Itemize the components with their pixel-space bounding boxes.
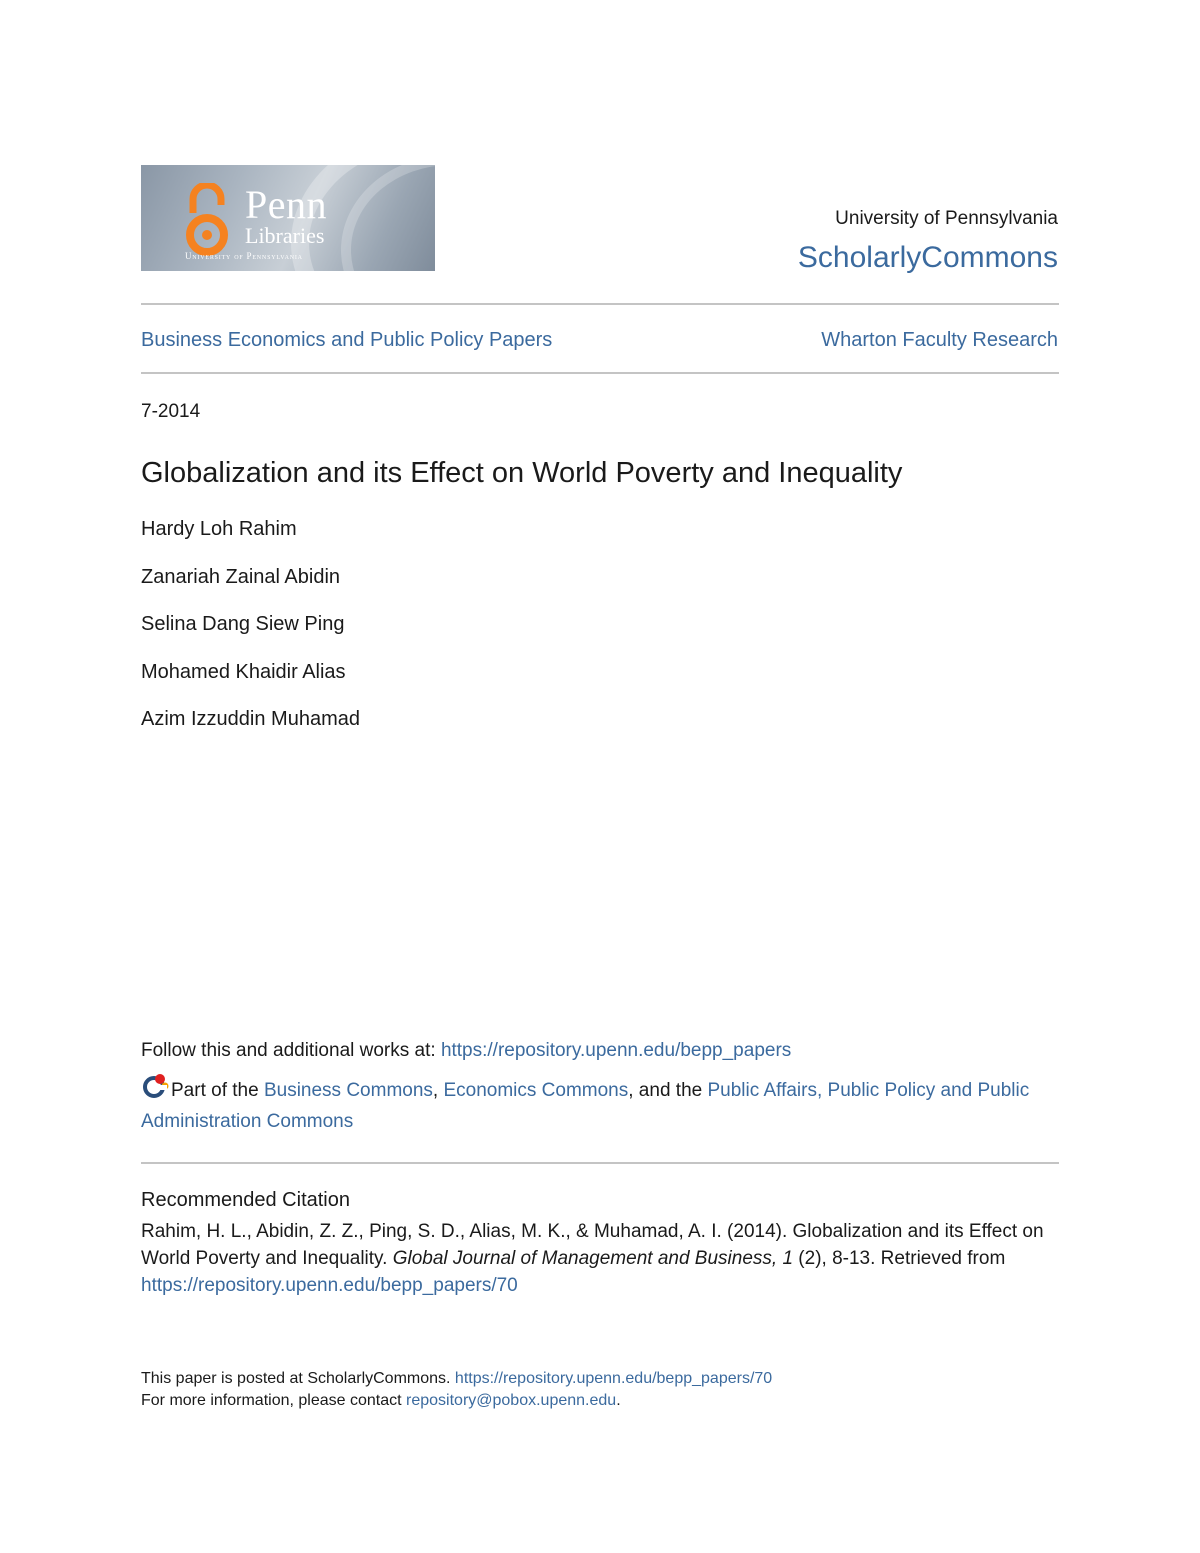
- part-of-separator: ,: [432, 1080, 444, 1101]
- logo-libraries-text: Libraries: [245, 223, 325, 248]
- part-of-prefix: Part of the: [171, 1080, 264, 1101]
- follow-url-link[interactable]: https://repository.upenn.edu/bepp_papers: [440, 1040, 792, 1061]
- follow-line: [141, 1040, 791, 1062]
- business-commons-link[interactable]: Business Commons: [263, 1080, 433, 1101]
- footer-contact-line: [141, 1390, 772, 1412]
- collection-link[interactable]: Wharton Faculty Research: [821, 329, 1058, 351]
- author-item: Selina Dang Siew Ping: [141, 613, 345, 635]
- series-link[interactable]: Business Economics and Public Policy Papers: [141, 329, 553, 351]
- public-affairs-commons-link[interactable]: Public Affairs, Public Policy and Public Administration Commons: [141, 1080, 1030, 1132]
- open-access-icon: [185, 183, 229, 259]
- citation-url-link[interactable]: https://repository.upenn.edu/bepp_papers/70: [141, 1275, 518, 1296]
- author-list: [141, 518, 360, 756]
- economics-commons-link[interactable]: Economics Commons: [443, 1080, 629, 1101]
- citation-heading: Recommended Citation: [141, 1189, 350, 1211]
- citation-authors-title: Rahim, H. L., Abidin, Z. Z., Ping, S. D., Alias, M. K., & Muhamad, A. I. (2014). Globalization and its Effect on World Poverty and Inequality.: [141, 1221, 1044, 1269]
- scholarlycommons-link[interactable]: ScholarlyCommons: [797, 241, 1058, 274]
- footer-contact-suffix: .: [616, 1392, 621, 1409]
- citation-text: [141, 1218, 1059, 1299]
- university-name: University of Pennsylvania: [835, 208, 1058, 229]
- publication-date: 7-2014: [141, 401, 201, 422]
- footer-contact-prefix: For more information, please contact: [141, 1392, 407, 1409]
- follow-prefix: Follow this and additional works at:: [141, 1040, 441, 1061]
- citation-divider: [141, 1162, 1059, 1164]
- footer-posted-prefix: This paper is posted at ScholarlyCommons.: [141, 1370, 455, 1387]
- footer-posted-line: [141, 1368, 772, 1390]
- paper-title: Globalization and its Effect on World Poverty and Inequality: [141, 457, 903, 489]
- part-of-separator: , and the: [628, 1080, 708, 1101]
- logo-penn-text: Penn: [245, 182, 327, 227]
- footer: [141, 1368, 772, 1412]
- nav-divider: [141, 372, 1059, 374]
- author-item: Zanariah Zainal Abidin: [141, 565, 341, 588]
- penn-libraries-logo: [141, 165, 435, 271]
- part-of-line: [141, 1072, 1061, 1137]
- commons-network-icon: [141, 1072, 169, 1100]
- author-item: Hardy Loh Rahim: [141, 518, 297, 540]
- author-item: Mohamed Khaidir Alias: [141, 660, 346, 683]
- top-divider: [141, 303, 1059, 305]
- footer-email-link[interactable]: repository@pobox.upenn.edu: [406, 1392, 617, 1409]
- logo-university-text: University of Pennsylvania: [185, 251, 303, 261]
- author-item: Azim Izzuddin Muhamad: [141, 708, 360, 730]
- citation-journal: Global Journal of Management and Business, 1: [392, 1248, 794, 1269]
- footer-url-link[interactable]: https://repository.upenn.edu/bepp_papers/70: [454, 1370, 773, 1387]
- citation-issue: (2), 8-13. Retrieved from: [793, 1248, 1006, 1269]
